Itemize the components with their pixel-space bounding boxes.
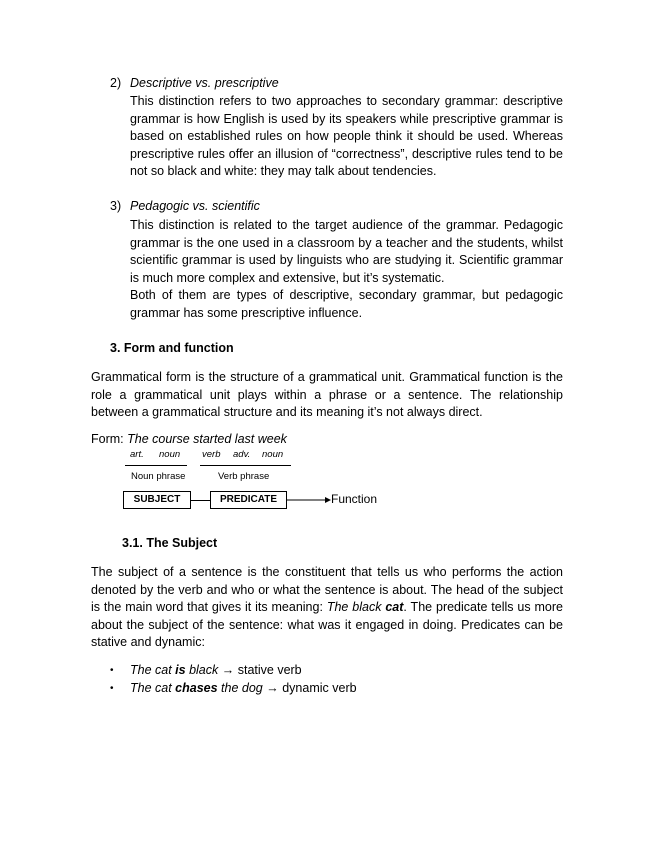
noun-phrase-label: Noun phrase (131, 471, 186, 482)
list-item-3-title: Pedagogic vs. scientific (130, 199, 260, 213)
form-function-diagram (123, 449, 403, 519)
tag-verb: verb (202, 449, 221, 460)
subject-box: SUBJECT (123, 491, 191, 509)
list-item-3-paragraph-1: This distinction is related to the target audience of the grammar. Pedagogic grammar is the one used in a classroom by a teacher and the students, whilst scientific grammar is used by linguists who are studying it. Scientific grammar is much more complex and extensive, but it’s systematic. (130, 218, 563, 285)
bullet-verb: is (175, 663, 186, 677)
right-arrow-icon: → (218, 663, 238, 677)
section-3-heading: 3. Form and function (110, 341, 234, 355)
list-item-2-heading (110, 76, 279, 90)
example-italic: The black (326, 600, 386, 615)
section-3-1-paragraph (91, 564, 563, 652)
bullet-text-pre: The cat (130, 663, 176, 677)
bullet-dot-icon: • (110, 665, 114, 676)
bullet-dot-icon: • (110, 682, 114, 694)
list-item-3-number: 3) (110, 199, 122, 213)
verb-phrase-label: Verb phrase (218, 471, 270, 482)
form-example-line (91, 432, 287, 446)
list-item-3-heading (110, 199, 260, 213)
example-bold: cat (385, 600, 404, 615)
bullet-label: dynamic verb (282, 680, 357, 695)
bullet-text-pre: The cat (130, 680, 176, 695)
list-item-2-body: This distinction refers to two approaches to secondary grammar: descriptive grammar is how English is used by its speakers while prescriptive grammar is based on established rules on how people think it should be used. Whereas prescriptive rules offer an illusion of “correctness”, descriptive rules tend to be not so black and white: they may talk about tendencies. (130, 94, 563, 179)
paragraph-start: The subject of a sentence is the constituent that tells us who performs the action denoted by the verb and who or what the sentence is about. The head of the subject is the main word that gives it its meaning: (91, 565, 563, 615)
bullet-verb: chases (175, 680, 218, 695)
list-item-3-body (130, 217, 563, 323)
function-arrow-icon (287, 495, 332, 505)
right-arrow-icon: → (262, 680, 283, 695)
bullet-text-post: the dog (217, 680, 263, 695)
section-3-1-heading: 3.1. The Subject (122, 536, 218, 550)
subject-predicate-connector (191, 500, 210, 501)
bullet-text-post: black (185, 663, 219, 677)
tag-adv: adv. (233, 449, 251, 460)
verb-phrase-rule (200, 465, 291, 466)
list-item-3-paragraph-2: Both of them are types of descriptive, secondary grammar, but pedagogic grammar has some prescriptive influence. (130, 288, 563, 320)
tag-noun-2: noun (262, 449, 284, 460)
paragraph-end: . The predicate tells us more about the subject of the sentence: what was it engaged in doing. Predicates can be stative and dynamic: (91, 600, 563, 650)
function-label: Function (331, 492, 378, 506)
section-3-paragraph: Grammatical form is the structure of a grammatical unit. Grammatical function is the role a grammatical unit plays within a phrase or a sentence. The relationship between a grammatical structure and its meaning it’s not always direct. (91, 370, 563, 420)
form-label: Form: (91, 432, 128, 446)
form-sentence: The course started last week (127, 432, 287, 446)
bullet-label: stative verb (237, 663, 302, 677)
list-item-2-title: Descriptive vs. prescriptive (130, 76, 279, 90)
tag-noun-1: noun (159, 449, 181, 460)
noun-phrase-rule (125, 465, 187, 466)
list-item-2-number: 2) (110, 76, 122, 90)
predicate-box: PREDICATE (210, 491, 287, 509)
tag-art: art. (130, 449, 144, 460)
